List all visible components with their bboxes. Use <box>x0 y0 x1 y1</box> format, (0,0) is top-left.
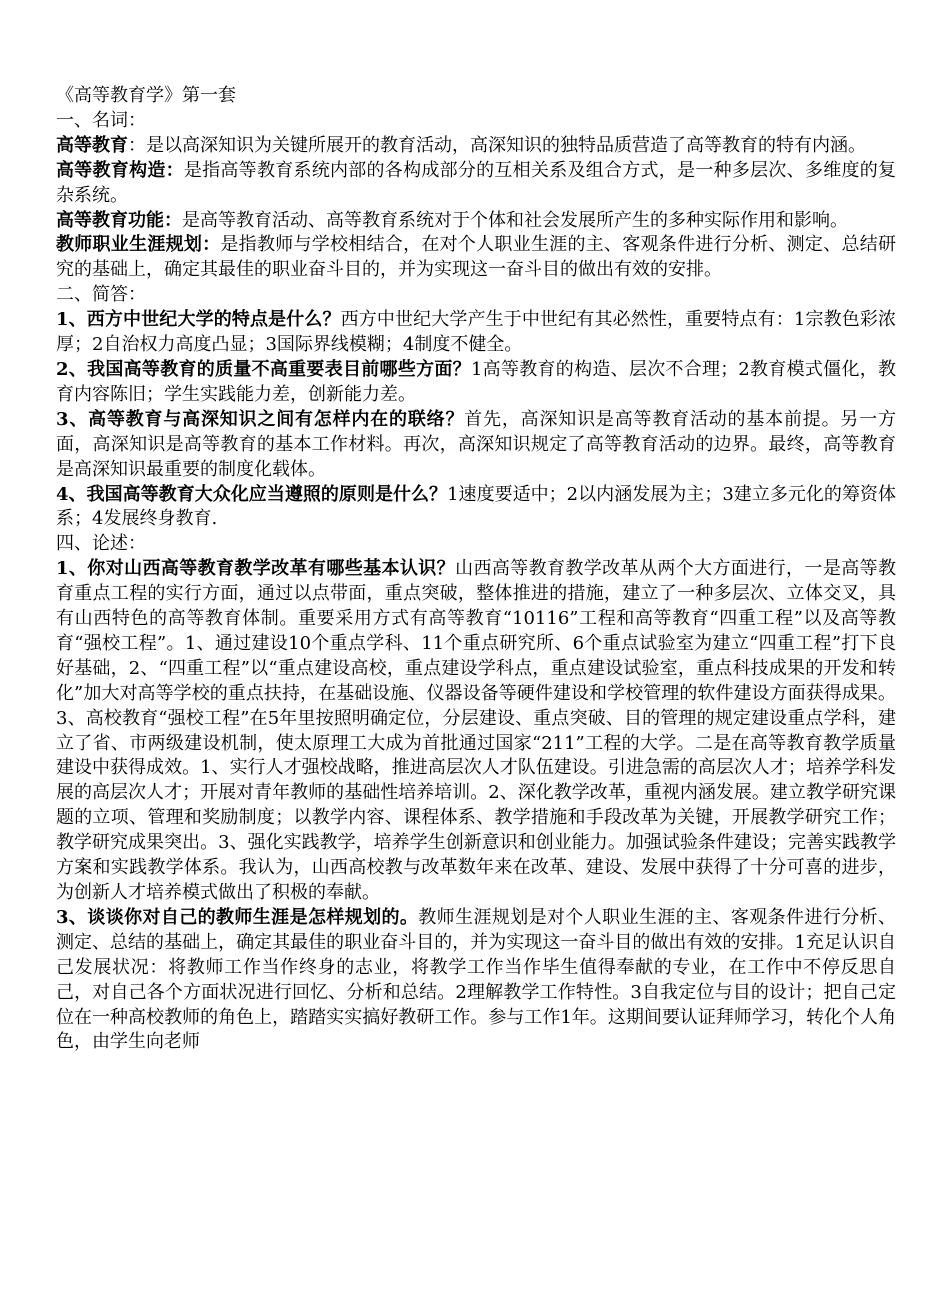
question-text: 3、高等教育与高深知识之间有怎样内在的联络？ <box>56 408 465 430</box>
short-answer-item <box>56 408 896 483</box>
definition-item <box>56 134 896 159</box>
definition-item <box>56 209 896 234</box>
definition-item <box>56 159 896 209</box>
essay-item <box>56 906 896 1055</box>
short-answer-item <box>56 358 896 408</box>
question-text: 3、谈谈你对自己的教师生涯是怎样规划的。 <box>56 906 419 928</box>
definition-text: 是高等教育活动、高等教育系统对于个体和社会发展所产生的多种实际作用和影响。 <box>182 209 848 231</box>
question-text: 2、我国高等教育的质量不高重要表目前哪些方面？ <box>56 358 471 380</box>
question-text: 4、我国高等教育大众化应当遵照的原则是什么？ <box>56 483 448 505</box>
answer-text: 山西高等教育教学改革从两个大方面进行，一是高等教育重点工程的实行方面，通过以点带面，重点突破，整体推进的措施，建立了一种多层次、立体交叉，具有山西特色的高等教育体制。重要采用方式有高等教育“10116”工程和高等教育“四重工程”以及高等教育“强校工程”。1、通过建设10个重点学科、11个重点研究所、6个重点试验室为建立“四重工程”打下良好基础，2、“四重工程”以“重点建设高校，重点建设学科点，重点建设试验室，重点科技成果的开发和转化”加大对高等学校的重点扶持，在基础设施、仪器设备等硬件建设和学校管理的软件建设方面获得成果。3、高校教育“强校工程”在5年里按照明确定位，分层建设、重点突破、目的管理的规定建设重点学科，建立了省、市两级建设机制，使太原理工大成为首批通过国家“211”工程的大学。二是在高等教育教学质量建设中获得成效。1、实行人才强校战略，推进高层次人才队伍建设。引进急需的高层次人才；培养学科发展的高层次人才；开展对青年教师的基础性培养培训。2、深化教学改革，重视内涵发展。建立教学研究课题的立项、管理和奖励制度；以教学内容、课程体系、教学措施和手段改革为关键，开展教学研究工作；教学研究成果突出。3、强化实践教学，培养学生创新意识和创业能力。加强试验条件建设；完善实践教学方案和实践教学体系。我认为，山西高校教与改革数年来在改革、建设、发展中获得了十分可喜的进步，为创新人才培养模式做出了积极的奉献。 <box>56 558 896 903</box>
answer-text: 教师生涯规划是对个人职业生涯的主、客观条件进行分析、测定、总结的基础上，确定其最佳的职业奋斗目的，并为实现这一奋斗目的做出有效的安排。1充足认识自己发展状况：将教师工作当作终身的志业，将教学工作当作毕生值得奉献的专业，在工作中不停反思自己，对自己各个方面状况进行回忆、分析和总结。2理解教学工作特性。3自我定位与目的设计；把自己定位在一种高校教师的角色上，踏踏实实搞好教研工作。参与工作1年。这期间要认证拜师学习，转化个人角色，由学生向老师 <box>56 906 896 1053</box>
section-heading-terms: 一、名词： <box>56 109 146 131</box>
answer-text: 首先，高深知识是高等教育活动的基本前提。另一方面，高深知识是高等教育的基本工作材料。再次，高深知识规定了高等教育活动的边界。最终，高等教育是高深知识最重要的制度化载体。 <box>56 408 896 480</box>
document-title: 《高等教育学》第一套 <box>56 85 236 106</box>
answer-text: 1高等教育的构造、层次不合理；2教育模式僵化，教育内容陈旧；学生实践能力差，创新能力差。 <box>56 358 896 405</box>
answer-text: 1速度要适中；2以内涵发展为主；3建立多元化的筹资体系；4发展终身教育. <box>56 483 896 530</box>
definition-term: 高等教育 <box>56 134 128 156</box>
definition-item <box>56 233 896 283</box>
definition-term: 高等教育功能： <box>56 209 182 231</box>
section-heading-short-answer: 二、简答： <box>56 284 146 306</box>
short-answer-item <box>56 308 896 358</box>
definition-text: 是指教师与学校相结合，在对个人职业生涯的主、客观条件进行分析、测定、总结研究的基础上，确定其最佳的职业奋斗目的，并为实现这一奋斗目的做出有效的安排。 <box>56 234 897 281</box>
essay-item <box>56 557 896 906</box>
short-answer-item <box>56 483 896 533</box>
definition-term: 教师职业生涯规划： <box>56 234 221 256</box>
definition-term: 高等教育构造： <box>56 159 184 181</box>
document-page <box>56 84 896 1055</box>
definition-text: ：是以高深知识为关键所展开的教育活动，高深知识的独特品质营造了高等教育的特有内涵。 <box>128 134 866 156</box>
section-heading-essay: 四、论述： <box>56 533 146 555</box>
question-text: 1、西方中世纪大学的特点是什么？ <box>56 309 341 331</box>
question-text: 1、你对山西高等教育教学改革有哪些基本认识？ <box>56 558 456 580</box>
definition-text: 是指高等教育系统内部的各构成部分的互相关系及组合方式，是一种多层次、多维度的复杂系统。 <box>56 159 897 206</box>
answer-text: 西方中世纪大学产生于中世纪有其必然性，重要特点有：1宗教色彩浓厚；2自治权力高度凸显；3国际界线模糊；4制度不健全。 <box>56 309 896 356</box>
